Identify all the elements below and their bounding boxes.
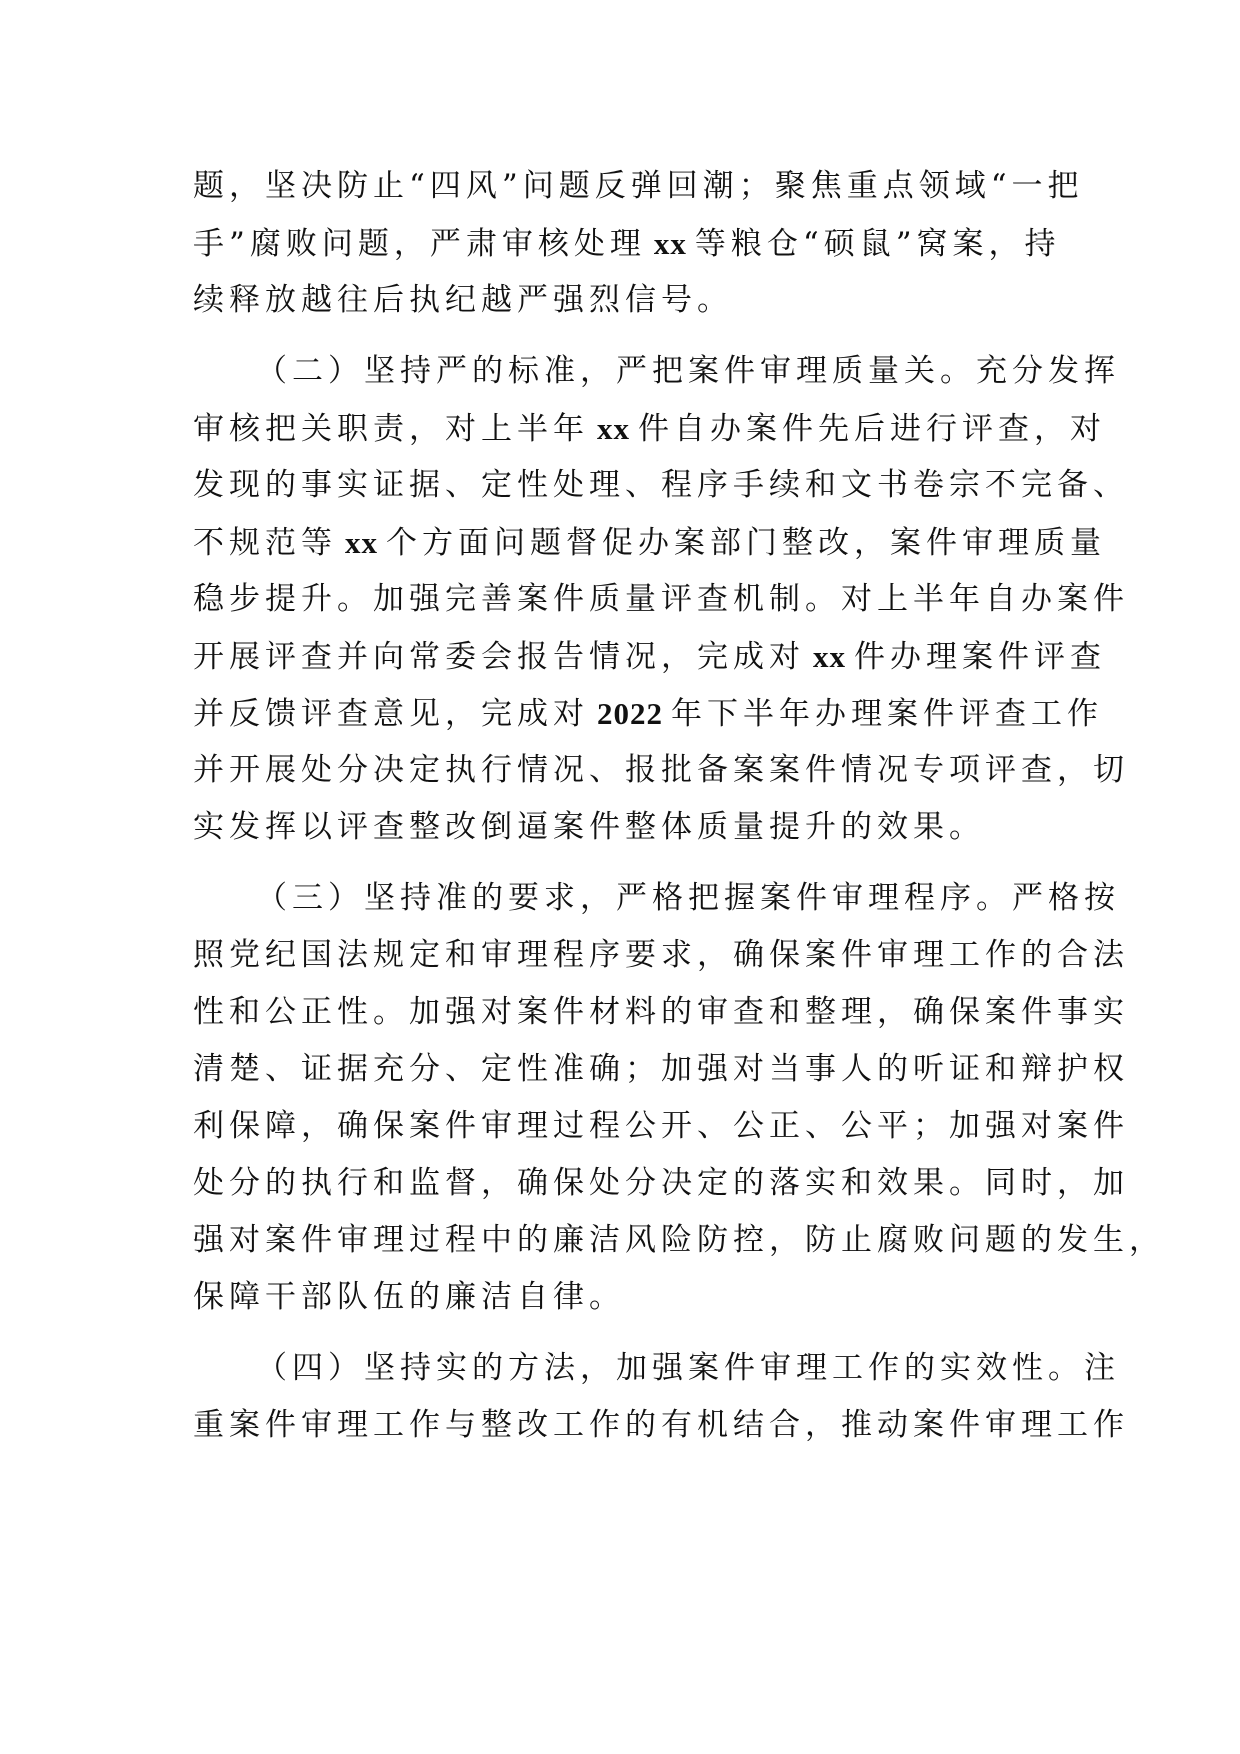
text-line: 照党纪国法规定和审理程序要求，确保案件审理工作的合法 (193, 937, 1129, 973)
text-line: 审核把关职责，对上半年 xx 件自办案件先后进行评查，对 (193, 411, 1106, 447)
text-line: 题，坚决防止“四风”问题反弹回潮；聚焦重点领域“一把 (193, 168, 1084, 204)
text-line: 并反馈评查意见，完成对 2022 年下半年办理案件评查工作 (193, 696, 1103, 732)
text-line: 强对案件审理过程中的廉洁风险防控，防止腐败问题的发生， (193, 1222, 1165, 1258)
text-line: 实发挥以评查整改倒逼案件整体质量提升的效果。 (193, 809, 985, 845)
text-line: 利保障，确保案件审理过程公开、公正、公平；加强对案件 (193, 1108, 1129, 1144)
paragraph-section-4 (193, 1340, 1129, 1454)
text-line: 处分的执行和监督，确保处分决定的落实和效果。同时，加 (193, 1165, 1129, 1201)
section-heading-line: （二）坚持严的标准，严把案件审理质量关。充分发挥 (256, 353, 1120, 389)
section-heading-line: （四）坚持实的方法，加强案件审理工作的实效性。注 (256, 1350, 1120, 1386)
text-line: 保障干部队伍的廉洁自律。 (193, 1279, 625, 1315)
paragraph-continuation (193, 158, 1084, 329)
text-line: 续释放越往后执纪越严强烈信号。 (193, 282, 733, 318)
placeholder-number: xx (345, 525, 378, 560)
text-line: 清楚、证据充分、定性准确；加强对当事人的听证和辩护权 (193, 1051, 1129, 1087)
paragraph-section-3 (193, 870, 1165, 1326)
text-line: 手”腐败问题，严肃审核处理 xx 等粮仓“硕鼠”窝案，持 (193, 226, 1061, 262)
placeholder-number: xx (653, 226, 687, 261)
placeholder-number: xx (813, 639, 846, 674)
text-line: 性和公正性。加强对案件材料的审查和整理，确保案件事实 (193, 994, 1129, 1030)
section-heading-line: （三）坚持准的要求，严格把握案件审理程序。严格按 (256, 880, 1120, 916)
year-number: 2022 (597, 696, 663, 731)
text-line: 开展评查并向常委会报告情况，完成对 xx 件办理案件评查 (193, 639, 1106, 675)
text-line: 不规范等 xx 个方面问题督促办案部门整改，案件审理质量 (193, 525, 1106, 561)
text-line: 重案件审理工作与整改工作的有机结合，推动案件审理工作 (193, 1407, 1129, 1443)
text-line: 发现的事实证据、定性处理、程序手续和文书卷宗不完备、 (193, 467, 1129, 503)
text-line: 并开展处分决定执行情况、报批备案案件情况专项评查，切 (193, 752, 1129, 788)
paragraph-section-2 (193, 343, 1129, 856)
placeholder-number: xx (597, 411, 630, 446)
document-body (193, 158, 1165, 1454)
text-line: 稳步提升。加强完善案件质量评查机制。对上半年自办案件 (193, 581, 1129, 617)
